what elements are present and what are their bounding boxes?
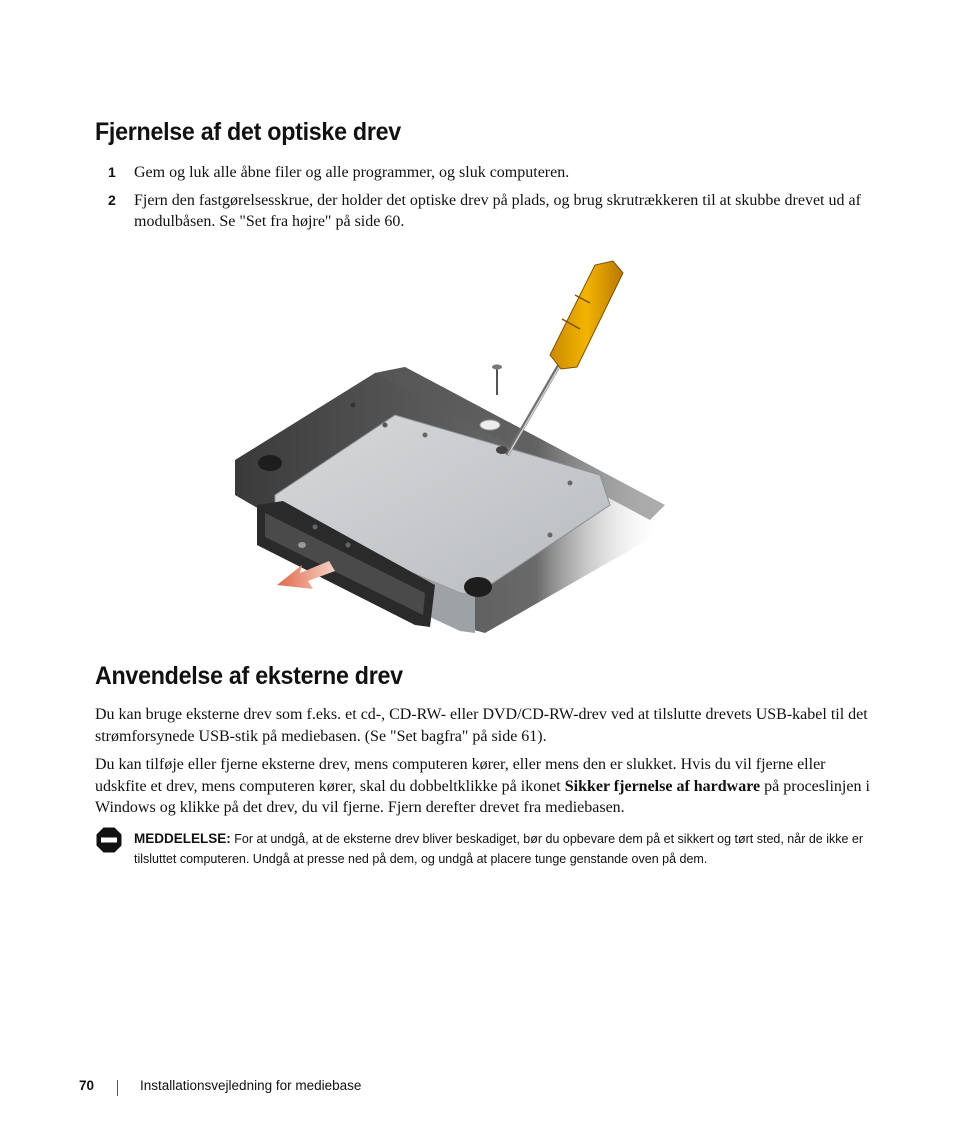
paragraph-external-drives-intro: Du kan bruge eksterne drev som f.eks. et cd-, CD-RW- eller DVD/CD-RW-drev ved at tilslutte drevets USB-kabel til det strømforsynede USB-stik på mediebasen. (Se "Set bagfra" på side 61). [95,706,868,745]
optical-drive-removal-illustration [225,255,670,645]
notice-label: MEDDELELSE: [134,831,231,846]
paragraph-hot-swap [95,754,870,819]
section-heading-remove-optical-drive: Fjernelse af det optiske drev [95,118,401,146]
notice-icon [95,826,123,854]
step-number: 2 [108,192,116,208]
page-number: 70 [79,1078,95,1093]
step-text: Fjern den fastgørelsesskrue, der holder det optiske drev på plads, og brug skrutrækkeren til at skubbe drevet ud af modulbåsen. Se "Set fra højre" på side 60. [134,192,861,230]
step-number: 1 [108,164,116,180]
paragraph-text: Du kan tilføje eller fjerne eksterne drev, mens computeren kører, eller mens den er slukket. Hvis du vil fjerne eller udskfite et drev, mens computeren kører, skal du dobbeltklikke på ikonet [95,756,826,795]
ui-term-safely-remove-hardware: Sikker fjernelse af hardware [564,777,761,795]
footer-divider [117,1080,118,1096]
notice-body: For at undgå, at de eksterne drev bliver beskadiget, bør du opbevare dem på et sikkert og tørt sted, når de ikke er tilsluttet computeren. Undgå at presse ned på dem, og undgå at placere tunge genstande oven på dem. [134,832,864,866]
step-text: Gem og luk alle åbne filer og alle programmer, og sluk computeren. [134,164,570,181]
paragraph-text: på proceslinjen i Windows og klikke på det drev, du vil fjerne. Fjern derefter drevet fra mediebasen. [95,777,870,816]
section-heading-external-drives: Anvendelse af eksterne drev [95,662,403,690]
footer-doc-title: Installationsvejledning for mediebase [140,1078,362,1093]
notice-text [134,829,869,869]
